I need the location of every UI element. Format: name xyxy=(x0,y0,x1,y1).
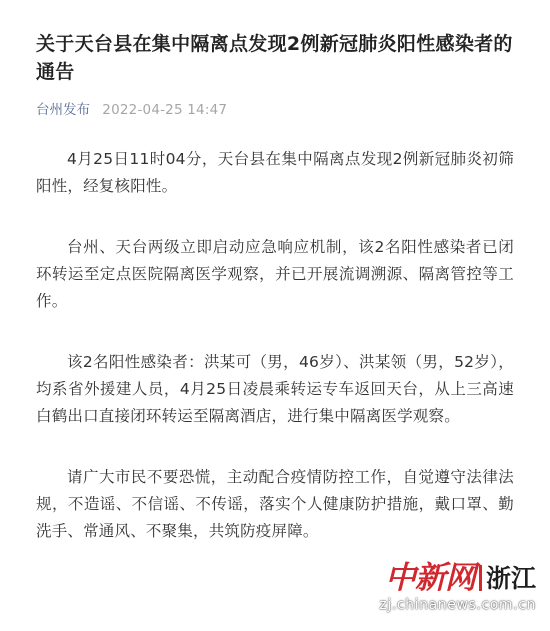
watermark-brand: 中新网 xyxy=(384,560,475,596)
paragraph-2: 台州、天台两级立即启动应急响应机制，该2名阳性感染者已闭环转运至定点医院隔离医学观察，并已开展流调溯源、隔离管控等工作。 xyxy=(36,238,514,310)
article-title: 关于天台县在集中隔离点发现2例新冠肺炎阳性感染者的通告 xyxy=(36,33,513,83)
article xyxy=(0,30,550,545)
paragraph-4: 请广大市民不要恐慌，主动配合疫情防控工作，自觉遵守法律法规，不造谣、不信谣、不传谣，落实个人健康防护措施，戴口罩、勤洗手、常通风、不聚集，共筑防疫屏障。 xyxy=(36,468,514,540)
article-content xyxy=(36,146,514,545)
account-name-link[interactable]: 台州发布 xyxy=(36,102,90,118)
watermark-divider xyxy=(479,565,482,591)
watermark-url: zj.chinanews.com.cn xyxy=(379,597,536,613)
watermark-region: 浙江 xyxy=(485,564,536,593)
watermark-logo xyxy=(385,559,536,595)
chinanews-watermark xyxy=(346,559,536,617)
paragraph-1: 4月25日11时04分，天台县在集中隔离点发现2例新冠肺炎初筛阳性，经复核阳性。 xyxy=(36,150,514,195)
article-meta xyxy=(36,100,514,120)
paragraph-3: 该2名阳性感染者：洪某可（男，46岁）、洪某领（男，52岁），均系省外援建人员，4月25日凌晨乘转运专车返回天台，从上三高速白鹤出口直接闭环转运至隔离酒店，进行集中隔离医学观察。 xyxy=(36,353,514,425)
publish-date: 2022-04-25 14:47 xyxy=(102,102,228,118)
